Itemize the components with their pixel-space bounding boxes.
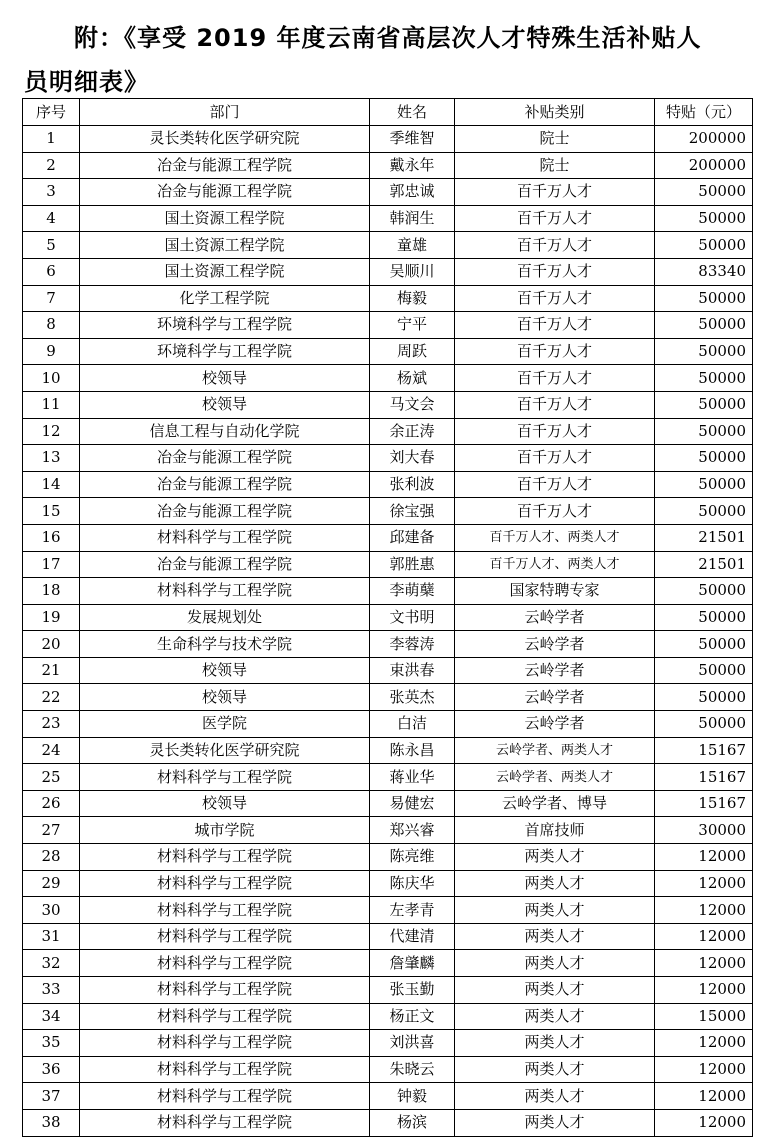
table-row bbox=[23, 977, 753, 1004]
row-amount: 15167 bbox=[655, 764, 753, 791]
document-title-line-2: 员明细表》 bbox=[24, 68, 149, 96]
row-department: 环境科学与工程学院 bbox=[80, 312, 370, 339]
row-category: 百千万人才 bbox=[455, 445, 655, 472]
row-name: 杨正文 bbox=[370, 1003, 455, 1030]
row-name: 韩润生 bbox=[370, 205, 455, 232]
row-amount: 83340 bbox=[655, 258, 753, 285]
row-category: 院士 bbox=[455, 126, 655, 153]
row-department: 冶金与能源工程学院 bbox=[80, 498, 370, 525]
row-category: 两类人才 bbox=[455, 897, 655, 924]
table-row bbox=[23, 764, 753, 791]
table-row bbox=[23, 445, 753, 472]
row-name: 杨斌 bbox=[370, 365, 455, 392]
row-amount: 50000 bbox=[655, 471, 753, 498]
row-name: 郭胜惠 bbox=[370, 551, 455, 578]
row-amount: 12000 bbox=[655, 844, 753, 871]
row-department: 材料科学与工程学院 bbox=[80, 1030, 370, 1057]
row-department: 材料科学与工程学院 bbox=[80, 1056, 370, 1083]
row-department: 材料科学与工程学院 bbox=[80, 950, 370, 977]
table-row bbox=[23, 631, 753, 658]
row-amount: 12000 bbox=[655, 870, 753, 897]
row-amount: 12000 bbox=[655, 1030, 753, 1057]
row-index: 29 bbox=[23, 870, 80, 897]
row-amount: 50000 bbox=[655, 631, 753, 658]
row-category: 百千万人才、两类人才 bbox=[455, 524, 655, 551]
header-index: 序号 bbox=[23, 99, 80, 126]
row-amount: 50000 bbox=[655, 445, 753, 472]
row-category: 两类人才 bbox=[455, 950, 655, 977]
row-name: 郑兴睿 bbox=[370, 817, 455, 844]
row-index: 17 bbox=[23, 551, 80, 578]
row-category: 百千万人才 bbox=[455, 258, 655, 285]
row-name: 刘洪喜 bbox=[370, 1030, 455, 1057]
table-row bbox=[23, 711, 753, 738]
row-category: 两类人才 bbox=[455, 1083, 655, 1110]
row-name: 李蓉涛 bbox=[370, 631, 455, 658]
row-index: 5 bbox=[23, 232, 80, 259]
row-name: 詹肇麟 bbox=[370, 950, 455, 977]
row-category: 首席技师 bbox=[455, 817, 655, 844]
row-index: 27 bbox=[23, 817, 80, 844]
row-category: 两类人才 bbox=[455, 1056, 655, 1083]
row-index: 6 bbox=[23, 258, 80, 285]
row-department: 冶金与能源工程学院 bbox=[80, 179, 370, 206]
row-amount: 21501 bbox=[655, 524, 753, 551]
row-amount: 50000 bbox=[655, 285, 753, 312]
table-row bbox=[23, 1083, 753, 1110]
row-index: 11 bbox=[23, 391, 80, 418]
table-row bbox=[23, 365, 753, 392]
row-index: 13 bbox=[23, 445, 80, 472]
row-category: 百千万人才 bbox=[455, 232, 655, 259]
row-amount: 15167 bbox=[655, 737, 753, 764]
table-row bbox=[23, 1056, 753, 1083]
row-department: 材料科学与工程学院 bbox=[80, 897, 370, 924]
row-index: 34 bbox=[23, 1003, 80, 1030]
row-index: 7 bbox=[23, 285, 80, 312]
row-index: 35 bbox=[23, 1030, 80, 1057]
row-name: 代建清 bbox=[370, 923, 455, 950]
row-department: 校领导 bbox=[80, 391, 370, 418]
table-row bbox=[23, 578, 753, 605]
table-row bbox=[23, 1109, 753, 1136]
row-index: 18 bbox=[23, 578, 80, 605]
row-department: 环境科学与工程学院 bbox=[80, 338, 370, 365]
subsidy-table bbox=[22, 98, 753, 1137]
row-department: 灵长类转化医学研究院 bbox=[80, 737, 370, 764]
table-row bbox=[23, 897, 753, 924]
row-department: 校领导 bbox=[80, 657, 370, 684]
row-category: 百千万人才 bbox=[455, 471, 655, 498]
row-amount: 50000 bbox=[655, 232, 753, 259]
header-amount: 特贴（元） bbox=[655, 99, 753, 126]
row-department: 国土资源工程学院 bbox=[80, 232, 370, 259]
row-name: 邱建备 bbox=[370, 524, 455, 551]
row-category: 云岭学者 bbox=[455, 604, 655, 631]
row-amount: 50000 bbox=[655, 711, 753, 738]
row-amount: 200000 bbox=[655, 126, 753, 153]
table-row bbox=[23, 179, 753, 206]
table-row bbox=[23, 551, 753, 578]
row-department: 冶金与能源工程学院 bbox=[80, 471, 370, 498]
row-category: 云岭学者 bbox=[455, 684, 655, 711]
document-title-line-1: 附：《享受 2019 年度云南省高层次人才特殊生活补贴人 bbox=[74, 24, 702, 52]
row-index: 25 bbox=[23, 764, 80, 791]
row-name: 杨滨 bbox=[370, 1109, 455, 1136]
row-department: 材料科学与工程学院 bbox=[80, 1083, 370, 1110]
row-category: 两类人才 bbox=[455, 1109, 655, 1136]
row-category: 两类人才 bbox=[455, 1003, 655, 1030]
row-index: 31 bbox=[23, 923, 80, 950]
row-department: 材料科学与工程学院 bbox=[80, 977, 370, 1004]
table-row bbox=[23, 923, 753, 950]
row-amount: 12000 bbox=[655, 950, 753, 977]
row-category: 百千万人才 bbox=[455, 338, 655, 365]
table-row bbox=[23, 737, 753, 764]
row-amount: 50000 bbox=[655, 498, 753, 525]
row-category: 云岭学者、两类人才 bbox=[455, 737, 655, 764]
table-row bbox=[23, 1003, 753, 1030]
table-row bbox=[23, 205, 753, 232]
table-row bbox=[23, 604, 753, 631]
row-name: 梅毅 bbox=[370, 285, 455, 312]
row-category: 云岭学者、两类人才 bbox=[455, 764, 655, 791]
row-name: 宁平 bbox=[370, 312, 455, 339]
row-amount: 30000 bbox=[655, 817, 753, 844]
row-amount: 12000 bbox=[655, 1109, 753, 1136]
row-name: 张利波 bbox=[370, 471, 455, 498]
table-row bbox=[23, 524, 753, 551]
row-amount: 12000 bbox=[655, 923, 753, 950]
row-amount: 12000 bbox=[655, 897, 753, 924]
row-amount: 15000 bbox=[655, 1003, 753, 1030]
row-index: 19 bbox=[23, 604, 80, 631]
row-index: 38 bbox=[23, 1109, 80, 1136]
row-department: 材料科学与工程学院 bbox=[80, 764, 370, 791]
row-category: 百千万人才 bbox=[455, 391, 655, 418]
row-amount: 50000 bbox=[655, 365, 753, 392]
row-category: 百千万人才 bbox=[455, 205, 655, 232]
row-name: 朱晓云 bbox=[370, 1056, 455, 1083]
table-row bbox=[23, 657, 753, 684]
row-department: 国土资源工程学院 bbox=[80, 205, 370, 232]
row-name: 文书明 bbox=[370, 604, 455, 631]
row-amount: 12000 bbox=[655, 1083, 753, 1110]
row-name: 徐宝强 bbox=[370, 498, 455, 525]
row-name: 张英杰 bbox=[370, 684, 455, 711]
row-category: 两类人才 bbox=[455, 870, 655, 897]
table-row bbox=[23, 391, 753, 418]
row-name: 童雄 bbox=[370, 232, 455, 259]
row-category: 国家特聘专家 bbox=[455, 578, 655, 605]
document-title bbox=[24, 14, 744, 106]
header-name: 姓名 bbox=[370, 99, 455, 126]
row-category: 两类人才 bbox=[455, 844, 655, 871]
row-index: 26 bbox=[23, 790, 80, 817]
row-index: 33 bbox=[23, 977, 80, 1004]
table-row bbox=[23, 312, 753, 339]
row-index: 22 bbox=[23, 684, 80, 711]
row-index: 20 bbox=[23, 631, 80, 658]
row-name: 陈永昌 bbox=[370, 737, 455, 764]
row-amount: 50000 bbox=[655, 604, 753, 631]
table-row bbox=[23, 950, 753, 977]
table-row bbox=[23, 258, 753, 285]
row-amount: 21501 bbox=[655, 551, 753, 578]
row-index: 4 bbox=[23, 205, 80, 232]
row-index: 24 bbox=[23, 737, 80, 764]
row-index: 36 bbox=[23, 1056, 80, 1083]
row-department: 化学工程学院 bbox=[80, 285, 370, 312]
row-department: 灵长类转化医学研究院 bbox=[80, 126, 370, 153]
row-index: 12 bbox=[23, 418, 80, 445]
row-department: 材料科学与工程学院 bbox=[80, 1003, 370, 1030]
table-row bbox=[23, 1030, 753, 1057]
row-name: 周跃 bbox=[370, 338, 455, 365]
row-category: 百千万人才 bbox=[455, 498, 655, 525]
row-name: 郭忠诚 bbox=[370, 179, 455, 206]
row-amount: 12000 bbox=[655, 977, 753, 1004]
table-row bbox=[23, 684, 753, 711]
table-row bbox=[23, 790, 753, 817]
row-amount: 200000 bbox=[655, 152, 753, 179]
row-amount: 50000 bbox=[655, 179, 753, 206]
table-row bbox=[23, 471, 753, 498]
table-row bbox=[23, 338, 753, 365]
row-name: 刘大春 bbox=[370, 445, 455, 472]
row-department: 冶金与能源工程学院 bbox=[80, 551, 370, 578]
row-department: 校领导 bbox=[80, 684, 370, 711]
row-name: 陈亮维 bbox=[370, 844, 455, 871]
row-department: 材料科学与工程学院 bbox=[80, 870, 370, 897]
row-name: 钟毅 bbox=[370, 1083, 455, 1110]
row-department: 冶金与能源工程学院 bbox=[80, 445, 370, 472]
table-row bbox=[23, 817, 753, 844]
row-category: 云岭学者 bbox=[455, 711, 655, 738]
row-index: 21 bbox=[23, 657, 80, 684]
row-department: 材料科学与工程学院 bbox=[80, 578, 370, 605]
row-department: 国土资源工程学院 bbox=[80, 258, 370, 285]
row-category: 云岭学者 bbox=[455, 657, 655, 684]
row-amount: 50000 bbox=[655, 205, 753, 232]
row-index: 9 bbox=[23, 338, 80, 365]
row-amount: 50000 bbox=[655, 578, 753, 605]
row-amount: 50000 bbox=[655, 338, 753, 365]
header-category: 补贴类别 bbox=[455, 99, 655, 126]
row-index: 32 bbox=[23, 950, 80, 977]
table-row bbox=[23, 152, 753, 179]
row-department: 医学院 bbox=[80, 711, 370, 738]
row-index: 3 bbox=[23, 179, 80, 206]
row-name: 张玉勤 bbox=[370, 977, 455, 1004]
row-amount: 50000 bbox=[655, 684, 753, 711]
table-row bbox=[23, 126, 753, 153]
row-department: 冶金与能源工程学院 bbox=[80, 152, 370, 179]
row-name: 易健宏 bbox=[370, 790, 455, 817]
row-category: 百千万人才 bbox=[455, 285, 655, 312]
table-row bbox=[23, 285, 753, 312]
row-name: 左孝青 bbox=[370, 897, 455, 924]
table-row bbox=[23, 498, 753, 525]
row-department: 生命科学与技术学院 bbox=[80, 631, 370, 658]
row-index: 1 bbox=[23, 126, 80, 153]
row-category: 两类人才 bbox=[455, 923, 655, 950]
row-category: 两类人才 bbox=[455, 977, 655, 1004]
row-name: 吴顺川 bbox=[370, 258, 455, 285]
row-index: 30 bbox=[23, 897, 80, 924]
row-name: 陈庆华 bbox=[370, 870, 455, 897]
row-department: 材料科学与工程学院 bbox=[80, 524, 370, 551]
row-amount: 50000 bbox=[655, 312, 753, 339]
row-index: 8 bbox=[23, 312, 80, 339]
row-index: 23 bbox=[23, 711, 80, 738]
row-amount: 50000 bbox=[655, 657, 753, 684]
row-department: 校领导 bbox=[80, 365, 370, 392]
row-index: 14 bbox=[23, 471, 80, 498]
row-department: 信息工程与自动化学院 bbox=[80, 418, 370, 445]
row-name: 戴永年 bbox=[370, 152, 455, 179]
row-index: 2 bbox=[23, 152, 80, 179]
row-department: 校领导 bbox=[80, 790, 370, 817]
table-row bbox=[23, 870, 753, 897]
row-department: 发展规划处 bbox=[80, 604, 370, 631]
row-name: 白洁 bbox=[370, 711, 455, 738]
row-name: 李萌蘖 bbox=[370, 578, 455, 605]
row-amount: 50000 bbox=[655, 418, 753, 445]
table-header-row bbox=[23, 99, 753, 126]
row-department: 材料科学与工程学院 bbox=[80, 923, 370, 950]
row-department: 材料科学与工程学院 bbox=[80, 844, 370, 871]
row-index: 15 bbox=[23, 498, 80, 525]
table-row bbox=[23, 418, 753, 445]
header-department: 部门 bbox=[80, 99, 370, 126]
row-name: 余正涛 bbox=[370, 418, 455, 445]
row-index: 37 bbox=[23, 1083, 80, 1110]
row-category: 两类人才 bbox=[455, 1030, 655, 1057]
row-amount: 50000 bbox=[655, 391, 753, 418]
row-category: 院士 bbox=[455, 152, 655, 179]
row-department: 材料科学与工程学院 bbox=[80, 1109, 370, 1136]
table-row bbox=[23, 844, 753, 871]
row-category: 云岭学者 bbox=[455, 631, 655, 658]
row-name: 马文会 bbox=[370, 391, 455, 418]
row-amount: 12000 bbox=[655, 1056, 753, 1083]
row-name: 束洪春 bbox=[370, 657, 455, 684]
row-name: 蒋业华 bbox=[370, 764, 455, 791]
row-index: 16 bbox=[23, 524, 80, 551]
row-index: 10 bbox=[23, 365, 80, 392]
row-category: 云岭学者、博导 bbox=[455, 790, 655, 817]
row-name: 季维智 bbox=[370, 126, 455, 153]
row-category: 百千万人才 bbox=[455, 312, 655, 339]
row-department: 城市学院 bbox=[80, 817, 370, 844]
row-index: 28 bbox=[23, 844, 80, 871]
table-row bbox=[23, 232, 753, 259]
row-category: 百千万人才 bbox=[455, 179, 655, 206]
row-category: 百千万人才 bbox=[455, 365, 655, 392]
table-body bbox=[23, 126, 753, 1137]
row-category: 百千万人才、两类人才 bbox=[455, 551, 655, 578]
row-amount: 15167 bbox=[655, 790, 753, 817]
row-category: 百千万人才 bbox=[455, 418, 655, 445]
